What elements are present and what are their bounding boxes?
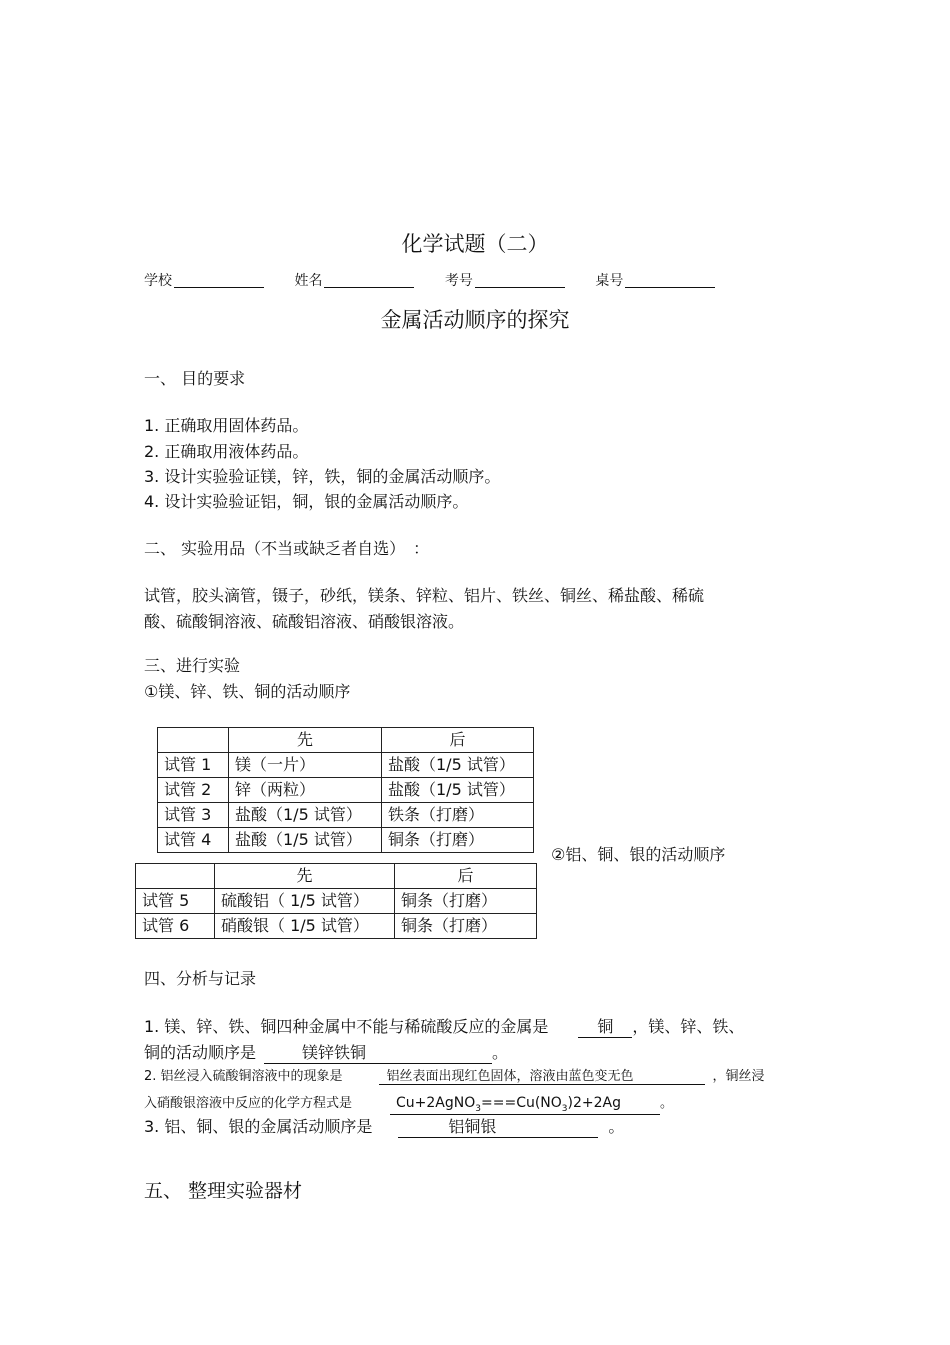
table-row [158,753,534,778]
section2-heading: 二、 实验用品（不当或缺乏者自选） ： [144,539,430,558]
experiment2-subheading: ②铝、铜、银的活动顺序 [551,845,726,864]
experiment-title: 金属活动顺序的探究 [380,308,570,332]
table-cell: 硫酸铝（ 1/5 试管） [215,889,395,914]
table-header-cell: 后 [382,728,534,753]
table-cell: 试管 1 [158,753,229,778]
table-header-row [136,864,537,889]
materials-line: 酸、硫酸铜溶液、硫酸铝溶液、硝酸银溶液。 [144,612,465,631]
exam-number-field[interactable]: 考号 [445,270,565,290]
table-cell: 铜条（打磨） [382,828,534,853]
table-cell: 盐酸（1/5 试管） [382,753,534,778]
objective-item: 1. 正确取用固体药品。 [144,416,309,435]
exam-number-blank[interactable] [475,273,565,288]
answer-unreactive-metal[interactable]: 铜 [578,1014,632,1038]
table-cell: 硝酸银（ 1/5 试管） [215,914,395,939]
table-row [136,914,537,939]
question3-line: 3. 铝、铜、银的金属活动顺序是 铝铜银 。 [144,1114,624,1138]
section3-heading: 三、进行实验 [144,656,241,675]
section1-heading: 一、 目的要求 [144,369,246,388]
table-cell: 镁（一片） [229,753,382,778]
experiment2-table [135,863,537,939]
answer-phenomenon[interactable]: 铝丝表面出现红色固体，溶液由蓝色变无色 [379,1065,705,1085]
table-header-cell [136,864,215,889]
name-blank[interactable] [324,273,414,288]
table-cell: 试管 2 [158,778,229,803]
experiment1-table [157,727,534,853]
section4-heading: 四、分析与记录 [144,969,257,988]
school-blank[interactable] [174,273,264,288]
answer-activity-order-1[interactable]: 镁锌铁铜 [264,1040,492,1064]
table-cell: 盐酸（1/5 试管） [229,828,382,853]
experiment1-subheading: ①镁、锌、铁、铜的活动顺序 [144,682,351,701]
objective-item: 2. 正确取用液体药品。 [144,442,309,461]
name-field[interactable]: 姓名 [294,270,414,290]
table-header-row [158,728,534,753]
materials-line: 试管，胶头滴管，镊子，砂纸，镁条、锌粒、铝片、铁丝、铜丝、稀盐酸、稀硫 [144,586,705,605]
answer-chemical-equation[interactable]: $Cu+2AgNO_3===Cu(NO_3)2+2Ag$ [390,1095,660,1115]
answer-activity-order-2[interactable]: 铝铜银 [398,1114,598,1138]
question1-line1: 1. 镁、锌、铁、铜四种金属中不能与稀硫酸反应的金属是 铜 ，镁、锌、铁、 [144,1014,744,1038]
table-cell: 铁条（打磨） [382,803,534,828]
section5-heading: 五、 整理实验器材 [144,1180,303,1202]
table-header-cell: 先 [215,864,395,889]
table-cell: 试管 4 [158,828,229,853]
table-cell: 试管 3 [158,803,229,828]
question2-line2: 入硝酸银溶液中反应的化学方程式是 $Cu+2AgNO_3===Cu(NO_3)2+2Ag$ 。 [144,1095,674,1114]
table-cell: 盐酸（1/5 试管） [382,778,534,803]
table-row [136,889,537,914]
table-header-cell: 后 [395,864,537,889]
table-cell: 试管 5 [136,889,215,914]
table-cell: 铜条（打磨） [395,889,537,914]
table-header-cell [158,728,229,753]
table-row [158,828,534,853]
question1-line2: 铜的活动顺序是 镁锌铁铜 。 [144,1040,508,1064]
table-cell: 锌（两粒） [229,778,382,803]
table-row [158,778,534,803]
table-cell: 盐酸（1/5 试管） [229,803,382,828]
desk-number-blank[interactable] [625,273,715,288]
table-cell: 铜条（打磨） [395,914,537,939]
student-info-fields [144,270,741,290]
table-row [158,803,534,828]
school-field[interactable]: 学校 [144,270,264,290]
desk-number-field[interactable]: 桌号 [595,270,715,290]
table-cell: 试管 6 [136,914,215,939]
question2-line1: 2. 铝丝浸入硫酸铜溶液中的现象是 铝丝表面出现红色固体，溶液由蓝色变无色 ，铜丝浸 [144,1065,765,1085]
page-title: 化学试题（二） [401,232,549,256]
objective-item: 4. 设计实验验证铝，铜，银的金属活动顺序。 [144,492,469,511]
objective-item: 3. 设计实验验证镁，锌，铁，铜的金属活动顺序。 [144,467,501,486]
table-header-cell: 先 [229,728,382,753]
